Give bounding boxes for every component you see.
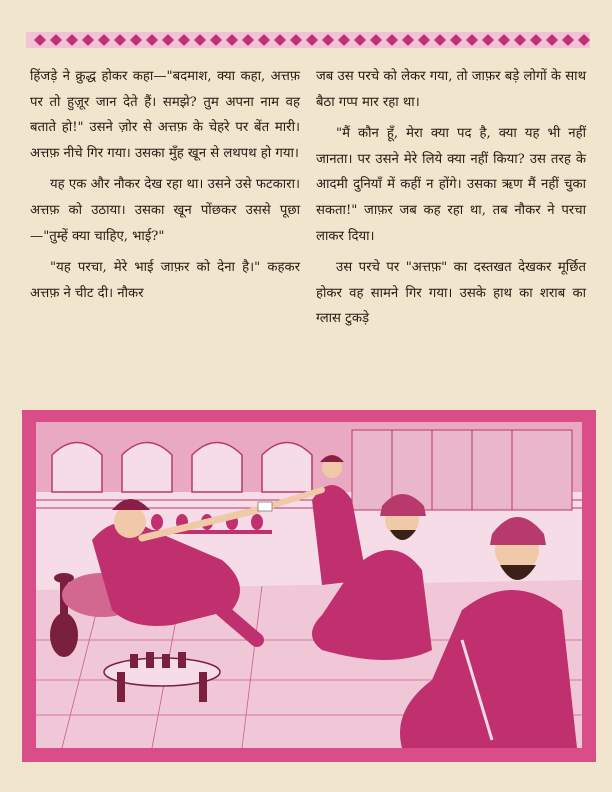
story-illustration	[22, 410, 596, 762]
paragraph: यह एक और नौकर देख रहा था। उसने उसे फटकारा। अत्तफ़ को उठाया। उसका खून पोंछकर उससे पूछा—"तुम्हें क्या चाहिए, भाई?"	[30, 177, 300, 244]
paragraph: जब उस परचे को लेकर गया, तो जाफ़र बड़े लोगों के साथ बैठा गप्प मार रहा था।	[316, 69, 586, 110]
text-column-right	[316, 64, 586, 410]
paragraph: उस परचे पर "अत्तफ़" का दस्तखत देखकर मूर्छित होकर वह सामने गिर गया। उसके हाथ का शराब का ग्लास टुकड़े	[316, 260, 586, 327]
decorative-top-border	[26, 30, 590, 50]
paragraph: हिंजड़े ने क्रुद्ध होकर कहा—"बदमाश, क्या कहा, अत्तफ़ पर तो हुज़ूर जान देते हैं। समझे? तुम अपना नाम वह बताते हो!" उसने ज़ोर से अत्तफ़ के चेहरे पर बेंत मारी। अत्तफ़ नीचे गिर गया। उसका मुँह खून से लथपथ हो गया।	[30, 69, 300, 161]
paragraph: "मैं कौन हूँ, मेरा क्या पद है, क्या यह भी नहीं जानता। पर उसने मेरे लिये क्या नहीं किया? उस तरह के आदमी दुनियाँ में कहीं न होंगे। उसका ऋण मैं नहीं चुका सकता!" जाफ़र जब कह रहा था, तब नौकर ने परचा लाकर दिया।	[316, 126, 586, 244]
paragraph: "यह परचा, मेरे भाई जाफ़र को देना है।" कहकर अत्तफ़ ने चीट दी। नौकर	[30, 260, 300, 301]
story-text	[30, 64, 586, 410]
text-column-left	[30, 64, 300, 410]
